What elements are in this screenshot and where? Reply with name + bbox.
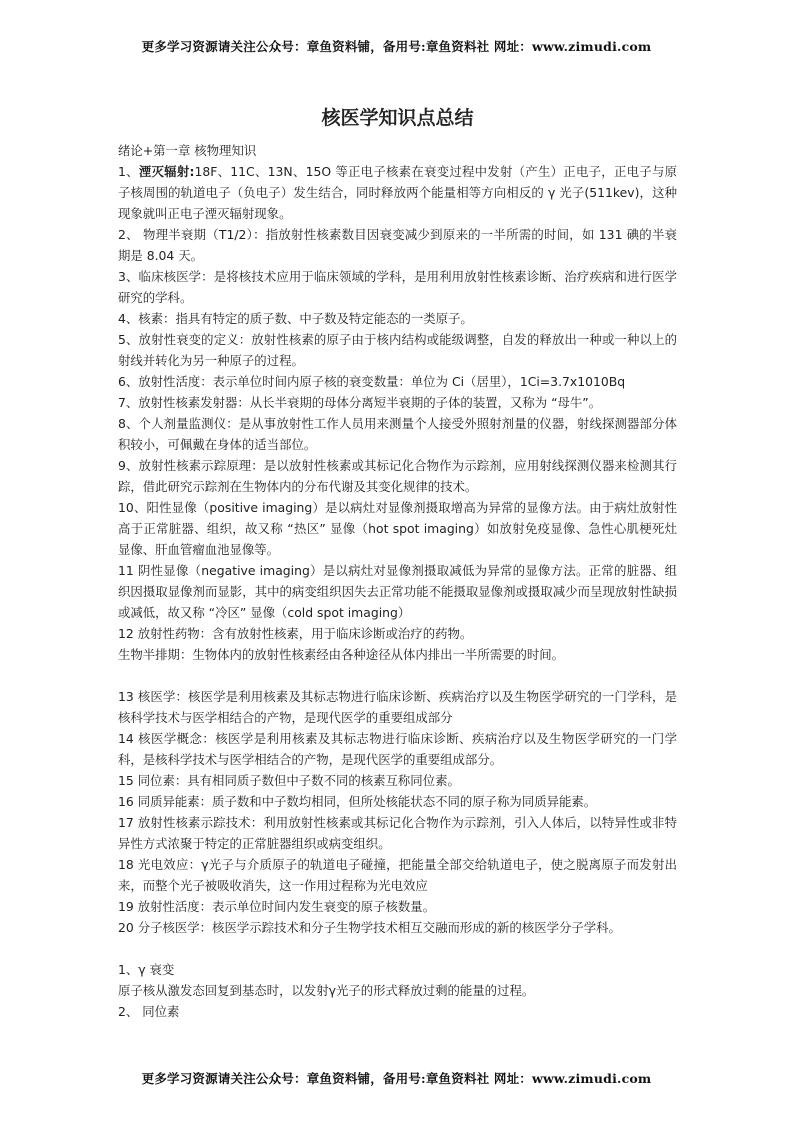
item-12: 12 放射性药物：含有放射性核素，用于临床诊断或治疗的药物。	[118, 626, 473, 641]
item-14: 14 核医学概念：核医学是利用核素及其标志物进行临床诊断、疾病治疗以及生物医学研究的一门学科，是核科学技术与医学相结合的产物，是现代医学的重要组成部分。	[118, 731, 677, 767]
gamma-decay-heading: 1、γ 衰变	[118, 962, 175, 977]
document-body	[118, 104, 677, 1022]
item-1	[118, 161, 677, 224]
gamma-decay-text: 原子核从激发态回复到基态时，以发射γ光子的形式释放过剩的能量的过程。	[118, 983, 535, 998]
item-10: 10、阳性显像（positive imaging）是以病灶对显像剂摄取增高为异常的显像方法。由于病灶放射性高于正常脏器、组织，故又称 “热区” 显像（hot spot imaging）如放射免疫显像、急性心肌梗死灶显像、肝血管瘤血池显像等。	[118, 500, 677, 557]
item-5: 5、放射性衰变的定义：放射性核素的原子由于核内结构或能级调整，自发的释放出一种或一种以上的射线并转化为另一种原子的过程。	[118, 332, 677, 368]
item-7: 7、放射性核素发射器：从长半衰期的母体分离短半衰期的子体的装置，又称为 “母牛”。	[118, 395, 602, 410]
item-8: 8、个人剂量监测仪：是从事放射性工作人员用来测量个人接受外照射剂量的仪器，射线探测器部分体积较小，可佩戴在身体的适当部位。	[118, 416, 677, 452]
page-title: 核医学知识点总结	[321, 107, 474, 129]
item-4: 4、核素：指具有特定的质子数、中子数及特定能态的一类原子。	[118, 311, 473, 326]
item-18: 18 光电效应：γ光子与介质原子的轨道电子碰撞，把能量全部交给轨道电子，使之脱离原子而发射出来，而整个光子被吸收消失，这一作用过程称为光电效应	[118, 857, 677, 893]
item-9: 9、放射性核素示踪原理：是以放射性核素或其标记化合物作为示踪剂，应用射线探测仪器来检测其行踪，借此研究示踪剂在生物体内的分布代谢及其变化规律的技术。	[118, 458, 677, 494]
item-1-prefix: 1、	[118, 164, 139, 179]
item-3: 3、临床核医学：是将核技术应用于临床领域的学科，是用利用放射性核素诊断、治疗疾病和进行医学研究的学科。	[118, 269, 677, 305]
item-13: 13 核医学：核医学是利用核素及其标志物进行临床诊断、疾病治疗以及生物医学研究的一门学科，是核科学技术与医学相结合的产物，是现代医学的重要组成部分	[118, 689, 677, 725]
item-17: 17 放射性核素示踪技术：利用放射性核素或其标记化合物作为示踪剂，引入人体后，以特异性或非特异性方式浓聚于特定的正常脏器组织或病变组织。	[118, 815, 677, 851]
item-11: 11 阴性显像（negative imaging）是以病灶对显像剂摄取减低为异常的显像方法。正常的脏器、组织因摄取显像剂而显影，其中的病变组织因失去正常功能不能摄取显像剂或摄取减少而呈现放射性缺损或减低，故又称 “冷区” 显像（cold spot imaging）	[118, 563, 677, 620]
spacer	[118, 665, 677, 686]
item-6: 6、放射性活度：表示单位时间内原子核的衰变数量：单位为 Ci（居里），1Ci=3.7x1010Bq	[118, 374, 626, 389]
spacer	[118, 938, 677, 959]
item-20: 20 分子核医学：核医学示踪技术和分子生物学技术相互交融而形成的新的核医学分子学科。	[118, 920, 621, 935]
item-19: 19 放射性活度：表示单位时间内发生衰变的原子核数量。	[118, 899, 436, 914]
header-banner: 更多学习资源请关注公众号：章鱼资料铺，备用号:章鱼资料社 网址：www.zimudi.com	[141, 39, 652, 54]
isotope-heading: 2、 同位素	[118, 1004, 180, 1019]
item-2: 2、 物理半衰期（T1/2）：指放射性核素数目因衰变减少到原来的一半所需的时间，如 131 碘的半衰期是 8.04 天。	[118, 227, 677, 263]
item-16: 16 同质异能素：质子数和中子数均相同，但所处核能状态不同的原子称为同质异能素。	[118, 794, 597, 809]
item-1-text: 18F、11C、13N、15O 等正电子核素在衰变过程中发射（产生）正电子，正电子与原子核周围的轨道电子（负电子）发生结合，同时释放两个能量相等方向相反的 γ 光子(511kev)，这种现象就叫正电子湮灭辐射现象。	[118, 164, 677, 221]
item-12b: 生物半排期：生物体内的放射性核素经由各种途径从体内排出一半所需要的时间。	[118, 647, 565, 662]
item-1-term: 湮灭辐射:	[138, 164, 195, 179]
item-15: 15 同位素：具有相同质子数但中子数不同的核素互称同位素。	[118, 773, 460, 788]
footer-banner: 更多学习资源请关注公众号：章鱼资料铺，备用号:章鱼资料社 网址：www.zimudi.com	[141, 1071, 652, 1086]
section-heading: 绪论+第一章 核物理知识	[118, 143, 257, 158]
